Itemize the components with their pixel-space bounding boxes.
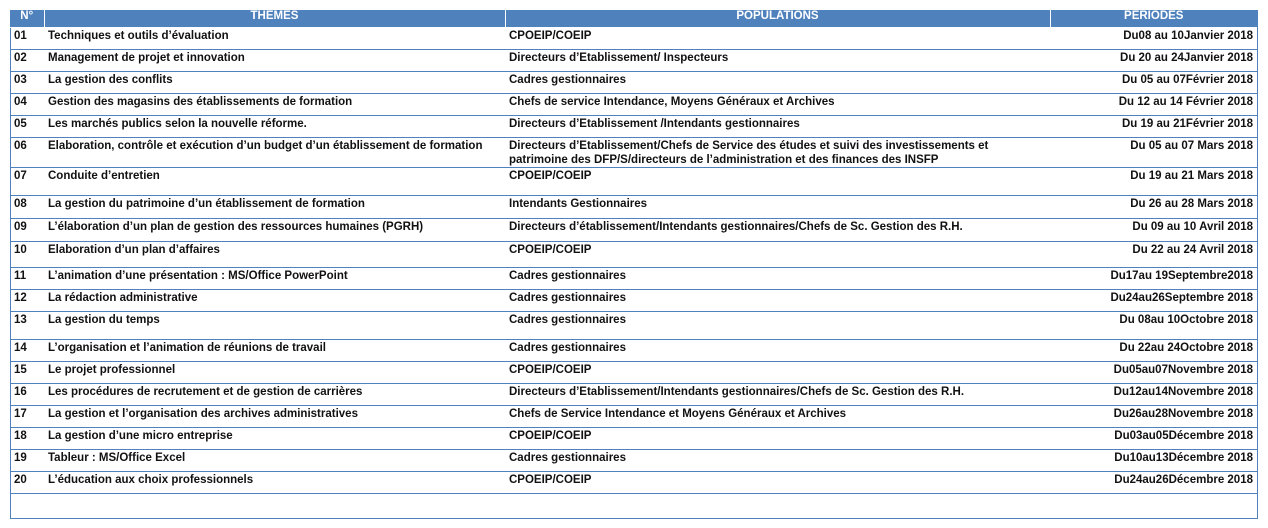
theme-cell: L’organisation et l’animation de réunions de travail	[44, 340, 505, 362]
population-cell: Intendants Gestionnaires	[505, 196, 1050, 219]
periode-cell: Du 05 au 07 Mars 2018	[1050, 138, 1257, 168]
header-themes: THEMES	[44, 10, 505, 28]
periode-cell: Du26au28Novembre 2018	[1050, 406, 1257, 428]
population-cell: Chefs de service Intendance, Moyens Généraux et Archives	[505, 94, 1050, 116]
table-row	[10, 472, 1257, 494]
table-row	[10, 138, 1257, 168]
periode-cell: Du03au05Décembre 2018	[1050, 428, 1257, 450]
population-cell: CPOEIP/COEIP	[505, 168, 1050, 196]
population-cell: Cadres gestionnaires	[505, 268, 1050, 290]
row-number: 01	[10, 28, 44, 50]
training-schedule-table	[10, 10, 1257, 494]
population-cell: CPOEIP/COEIP	[505, 472, 1050, 494]
table-row	[10, 362, 1257, 384]
table-row	[10, 312, 1257, 340]
theme-cell: Elaboration d’un plan d’affaires	[44, 242, 505, 268]
table-row	[10, 196, 1257, 219]
theme-cell: Management de projet et innovation	[44, 50, 505, 72]
periode-cell: Du10au13Décembre 2018	[1050, 450, 1257, 472]
population-cell: CPOEIP/COEIP	[505, 28, 1050, 50]
row-number: 07	[10, 168, 44, 196]
population-cell: Directeurs d’Etablissement/Intendants gestionnaires/Chefs de Sc. Gestion des R.H.	[505, 384, 1050, 406]
row-number: 16	[10, 384, 44, 406]
population-cell: Cadres gestionnaires	[505, 312, 1050, 340]
row-number: 03	[10, 72, 44, 94]
periode-cell: Du 05 au 07Février 2018	[1050, 72, 1257, 94]
periode-cell: Du 26 au 28 Mars 2018	[1050, 196, 1257, 219]
periode-cell: Du 22 au 24 Avril 2018	[1050, 242, 1257, 268]
row-number: 09	[10, 219, 44, 242]
table-header-row	[10, 10, 1257, 28]
theme-cell: La gestion du patrimoine d’un établissement de formation	[44, 196, 505, 219]
population-cell: Directeurs d’établissement/Intendants gestionnaires/Chefs de Sc. Gestion des R.H.	[505, 219, 1050, 242]
table-row	[10, 28, 1257, 50]
header-periodes: PERIODES	[1050, 10, 1257, 28]
theme-cell: Le projet professionnel	[44, 362, 505, 384]
table-row	[10, 340, 1257, 362]
periode-cell: Du17au 19Septembre2018	[1050, 268, 1257, 290]
theme-cell: Les procédures de recrutement et de gestion de carrières	[44, 384, 505, 406]
periode-cell: Du 12 au 14 Février 2018	[1050, 94, 1257, 116]
periode-cell: Du24au26Septembre 2018	[1050, 290, 1257, 312]
row-number: 02	[10, 50, 44, 72]
header-num: N°	[10, 10, 44, 28]
periode-cell: Du 22au 24Octobre 2018	[1050, 340, 1257, 362]
population-cell: CPOEIP/COEIP	[505, 428, 1050, 450]
theme-cell: Elaboration, contrôle et exécution d’un budget d’un établissement de formation	[44, 138, 505, 168]
population-cell: Directeurs d’Etablissement/Chefs de Service des études et suivi des investissements et patrimoine des DFP/S/directeurs de l’administration et des finances des INSFP	[505, 138, 1050, 168]
population-cell: Cadres gestionnaires	[505, 72, 1050, 94]
population-cell: CPOEIP/COEIP	[505, 362, 1050, 384]
theme-cell: Les marchés publics selon la nouvelle réforme.	[44, 116, 505, 138]
periode-cell: Du 09 au 10 Avril 2018	[1050, 219, 1257, 242]
row-number: 20	[10, 472, 44, 494]
table-row	[10, 406, 1257, 428]
population-cell: Directeurs d’Etablissement /Intendants gestionnaires	[505, 116, 1050, 138]
periode-cell: Du12au14Novembre 2018	[1050, 384, 1257, 406]
row-number: 17	[10, 406, 44, 428]
row-number: 14	[10, 340, 44, 362]
row-number: 12	[10, 290, 44, 312]
row-number: 11	[10, 268, 44, 290]
periode-cell: Du 19 au 21 Mars 2018	[1050, 168, 1257, 196]
periode-cell: Du08 au 10Janvier 2018	[1050, 28, 1257, 50]
table-row	[10, 116, 1257, 138]
theme-cell: Gestion des magasins des établissements de formation	[44, 94, 505, 116]
theme-cell: Conduite d’entretien	[44, 168, 505, 196]
theme-cell: La gestion et l’organisation des archives administratives	[44, 406, 505, 428]
population-cell: Chefs de Service Intendance et Moyens Généraux et Archives	[505, 406, 1050, 428]
row-number: 19	[10, 450, 44, 472]
theme-cell: L’élaboration d’un plan de gestion des ressources humaines (PGRH)	[44, 219, 505, 242]
table-row	[10, 72, 1257, 94]
periode-cell: Du 08au 10Octobre 2018	[1050, 312, 1257, 340]
table-row	[10, 268, 1257, 290]
table-row	[10, 242, 1257, 268]
periode-cell: Du24au26Décembre 2018	[1050, 472, 1257, 494]
table-row	[10, 290, 1257, 312]
row-number: 05	[10, 116, 44, 138]
row-number: 06	[10, 138, 44, 168]
periode-cell: Du05au07Novembre 2018	[1050, 362, 1257, 384]
population-cell: Directeurs d’Etablissement/ Inspecteurs	[505, 50, 1050, 72]
table-row	[10, 219, 1257, 242]
table-row	[10, 50, 1257, 72]
table-row	[10, 168, 1257, 196]
table-row	[10, 428, 1257, 450]
theme-cell: La gestion du temps	[44, 312, 505, 340]
row-number: 13	[10, 312, 44, 340]
periode-cell: Du 20 au 24Janvier 2018	[1050, 50, 1257, 72]
population-cell: CPOEIP/COEIP	[505, 242, 1050, 268]
header-populations: POPULATIONS	[505, 10, 1050, 28]
population-cell: Cadres gestionnaires	[505, 290, 1050, 312]
theme-cell: La gestion des conflits	[44, 72, 505, 94]
row-number: 04	[10, 94, 44, 116]
periode-cell: Du 19 au 21Février 2018	[1050, 116, 1257, 138]
theme-cell: La rédaction administrative	[44, 290, 505, 312]
theme-cell: L’éducation aux choix professionnels	[44, 472, 505, 494]
table-row	[10, 450, 1257, 472]
table-row	[10, 384, 1257, 406]
population-cell: Cadres gestionnaires	[505, 450, 1050, 472]
row-number: 08	[10, 196, 44, 219]
theme-cell: Techniques et outils d’évaluation	[44, 28, 505, 50]
row-number: 10	[10, 242, 44, 268]
row-number: 18	[10, 428, 44, 450]
theme-cell: L’animation d’une présentation : MS/Office PowerPoint	[44, 268, 505, 290]
population-cell: Cadres gestionnaires	[505, 340, 1050, 362]
row-number: 15	[10, 362, 44, 384]
theme-cell: La gestion d’une micro entreprise	[44, 428, 505, 450]
theme-cell: Tableur : MS/Office Excel	[44, 450, 505, 472]
table-row	[10, 94, 1257, 116]
